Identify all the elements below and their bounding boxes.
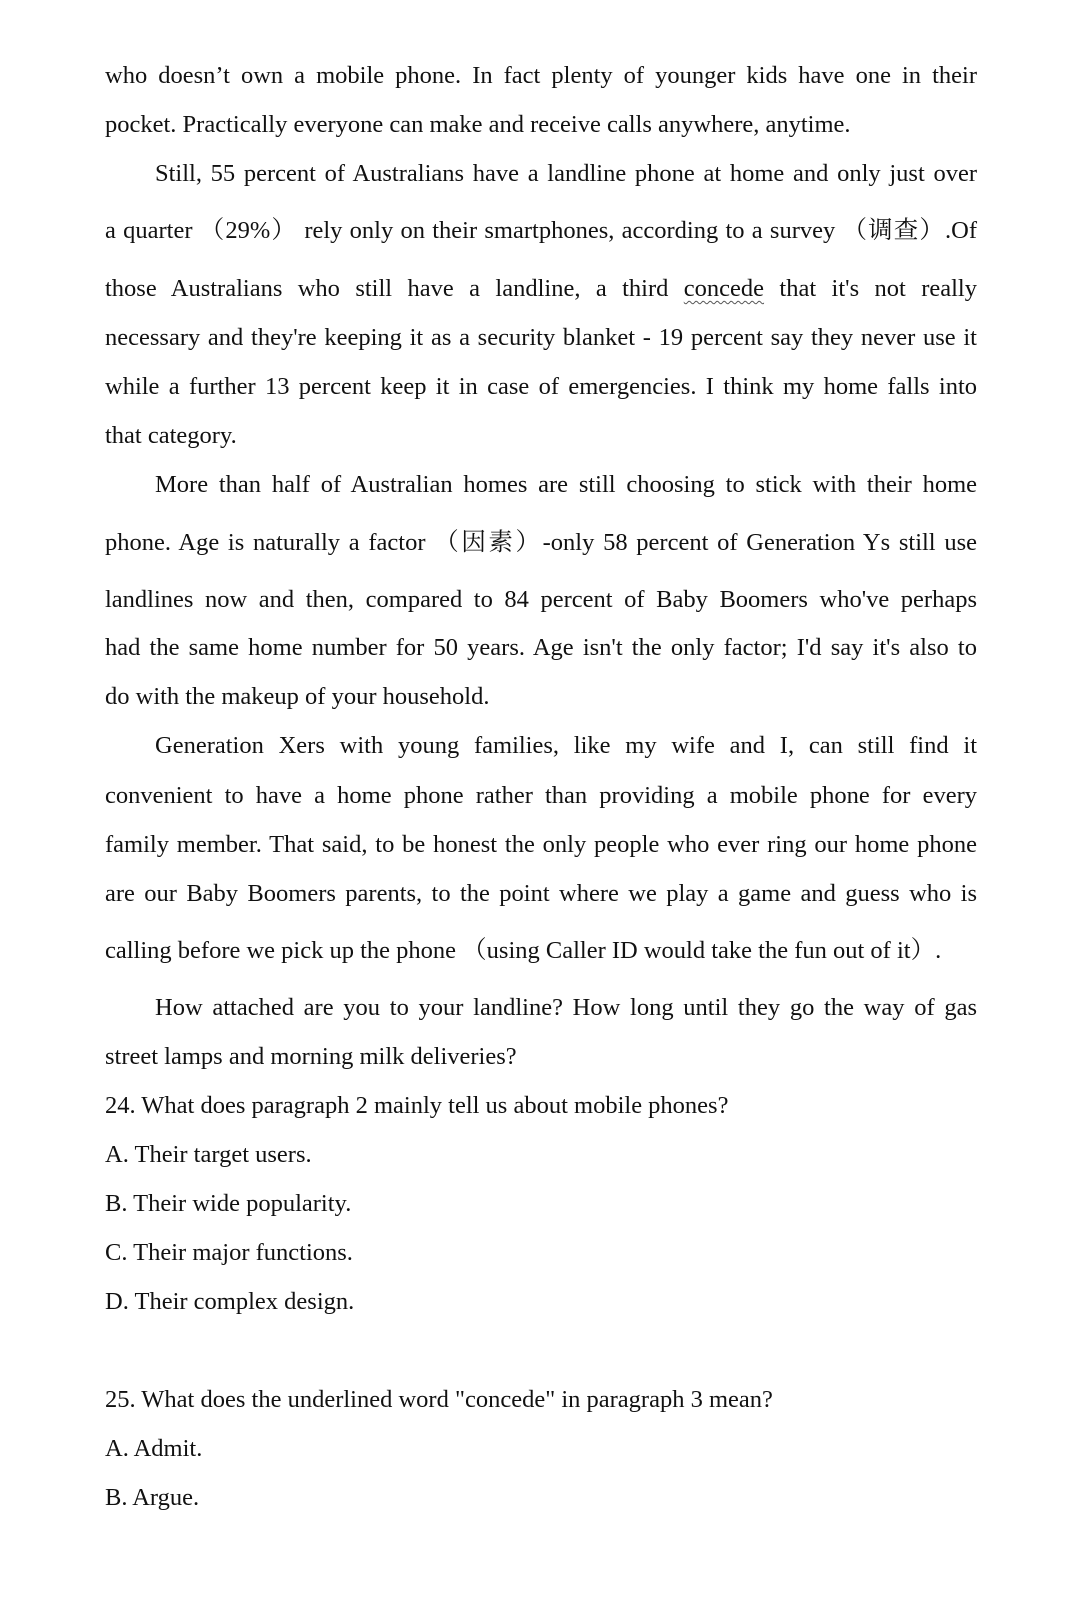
passage-line: who doesn’t own a mobile phone. In fact plenty of younger kids have one in their xyxy=(105,62,977,89)
passage-line: pocket. Practically everyone can make and receive calls anywhere, anytime. xyxy=(105,111,851,138)
passage-line: landlines now and then, compared to 84 percent of Baby Boomers who've perhaps xyxy=(105,586,977,613)
question-stem: 24. What does paragraph 2 mainly tell us about mobile phones? xyxy=(105,1092,729,1119)
passage-line: do with the makeup of your household. xyxy=(105,683,490,710)
passage-line: had the same home number for 50 years. Age isn't the only factor; I'd say it's also to xyxy=(105,634,977,661)
passage-line: necessary and they're keeping it as a security blanket - 19 percent say they never use it xyxy=(105,324,977,351)
passage-line: More than half of Australian homes are still choosing to stick with their home xyxy=(155,471,977,498)
passage-line: How attached are you to your landline? How long until they go the way of gas xyxy=(155,994,977,1021)
passage-text: that it's not really xyxy=(764,275,977,302)
answer-option: B. Argue. xyxy=(105,1484,200,1511)
passage-line: a quarter （29%） rely only on their smartphones, according to a survey （调查）.Of xyxy=(105,217,977,244)
passage-line: family member. That said, to be honest the only people who ever ring our home phone xyxy=(105,831,977,858)
answer-option: B. Their wide popularity. xyxy=(105,1190,352,1217)
passage-line: Still, 55 percent of Australians have a landline phone at home and only just over xyxy=(155,160,977,187)
answer-option: A. Admit. xyxy=(105,1435,203,1462)
passage-line-concede xyxy=(105,272,977,306)
passage-line: are our Baby Boomers parents, to the point where we play a game and guess who is xyxy=(105,880,977,907)
passage-line: while a further 13 percent keep it in case of emergencies. I think my home falls into xyxy=(105,373,977,400)
answer-option: A. Their target users. xyxy=(105,1141,312,1168)
passage-line: Generation Xers with young families, like my wife and I, can still find it xyxy=(155,732,977,759)
passage-line: calling before we pick up the phone （using Caller ID would take the fun out of it）. xyxy=(105,937,942,964)
answer-option: D. Their complex design. xyxy=(105,1288,355,1315)
passage-line: that category. xyxy=(105,422,237,449)
answer-option: C. Their major functions. xyxy=(105,1239,353,1266)
question-stem: 25. What does the underlined word "concede" in paragraph 3 mean? xyxy=(105,1386,773,1413)
passage-line: phone. Age is naturally a factor （因素）-only 58 percent of Generation Ys still use xyxy=(105,529,977,556)
passage-line: convenient to have a home phone rather than providing a mobile phone for every xyxy=(105,782,977,809)
passage-text: those Australians who still have a landline, a third xyxy=(105,275,684,302)
underlined-word-concede: concede xyxy=(683,275,765,302)
passage-line: street lamps and morning milk deliveries? xyxy=(105,1043,517,1070)
